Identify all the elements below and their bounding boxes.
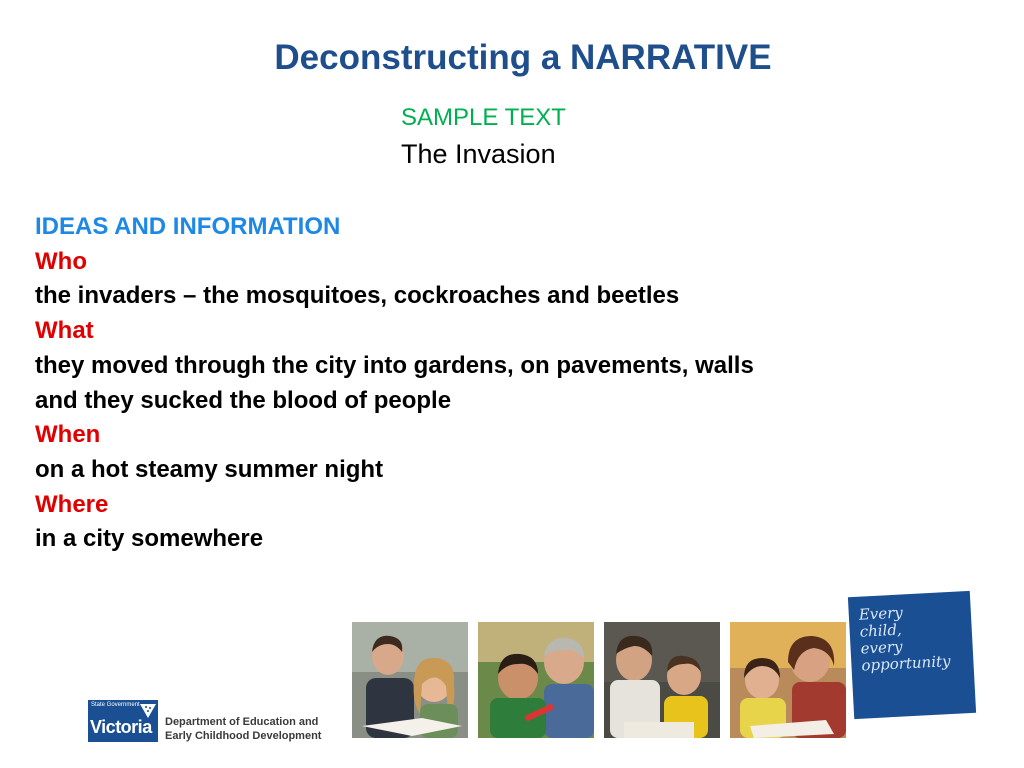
logo-small-text: State Government <box>91 702 140 708</box>
logo-name: Victoria <box>90 717 152 737</box>
slogan-line: opportunity <box>861 652 951 675</box>
question-when: When <box>35 421 101 449</box>
question-who: Who <box>35 247 87 275</box>
section-heading: IDEAS AND INFORMATION <box>35 213 341 240</box>
slogan-line: Every <box>858 603 904 624</box>
slide-title: Deconstructing a NARRATIVE <box>274 38 772 77</box>
answer-what-line: they moved through the city into gardens, on pavements, walls <box>35 351 754 379</box>
answer-who-line: the invaders – the mosquitoes, cockroaches and beetles <box>35 282 680 310</box>
photo-woman-and-girl <box>730 622 846 738</box>
slogan-line: child, <box>859 620 903 641</box>
department-line: Early Childhood Development <box>165 730 322 742</box>
answer-what-line: and they sucked the blood of people <box>35 386 452 414</box>
department-line: Department of Education and <box>165 716 319 728</box>
ideas-section <box>35 210 995 557</box>
southern-cross-icon <box>140 704 156 718</box>
slogan-line: every <box>860 637 903 658</box>
victoria-logo <box>88 700 158 742</box>
sample-text-label: SAMPLE TEXT <box>401 104 566 131</box>
story-title: The Invasion <box>401 139 556 169</box>
answer-where-line: in a city somewhere <box>35 525 264 553</box>
slogan-badge <box>848 591 976 719</box>
photo-teacher-reading <box>352 622 468 738</box>
department-name <box>165 715 321 743</box>
question-what: What <box>35 317 94 345</box>
photo-boy-and-man <box>478 622 594 738</box>
question-where: Where <box>35 490 109 518</box>
answer-when-line: on a hot steamy summer night <box>35 455 384 483</box>
photo-teacher-with-student <box>604 622 720 738</box>
